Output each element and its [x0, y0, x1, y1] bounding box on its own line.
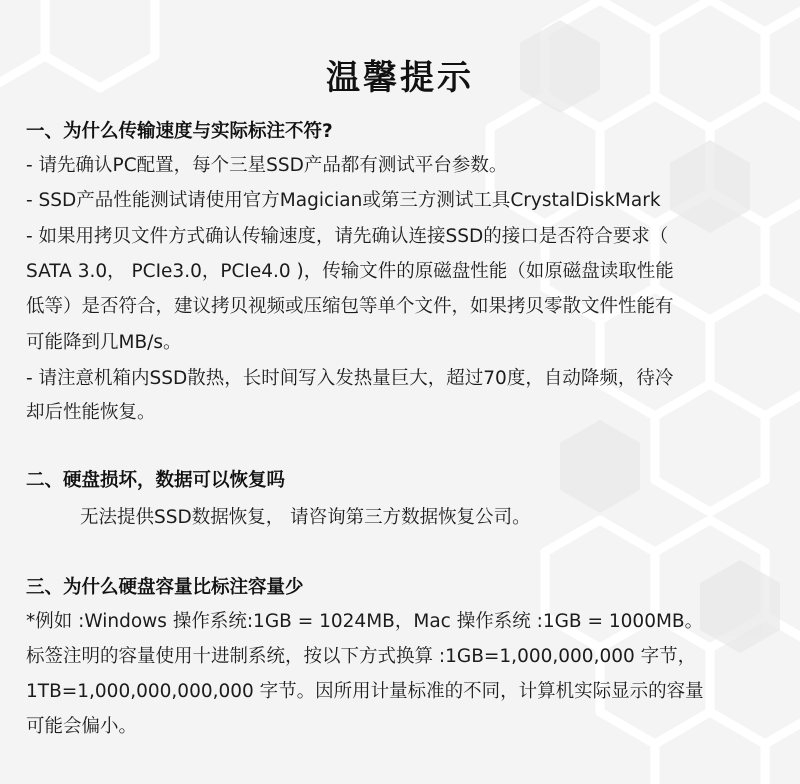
section3-heading: 三、为什么硬盘容量比标注容量少	[26, 577, 304, 598]
section1-line: - 如果用拷贝文件方式确认传输速度，请先确认连接SSD的接口是否符合要求（	[26, 226, 669, 247]
section1-heading: 一、为什么传输速度与实际标注不符?	[26, 121, 333, 142]
section2-heading: 二、硬盘损坏，数据可以恢复吗	[26, 470, 286, 491]
section1-line: - 请先确认PC配置，每个三星SSD产品都有测试平台参数。	[26, 155, 508, 176]
section1-line: 低等）是否符合，建议拷贝视频或压缩包等单个文件，如果拷贝零散文件性能有	[26, 296, 674, 317]
page-title: 温馨提示	[326, 58, 474, 98]
section1-line: SATA 3.0， PCIe3.0，PCIe4.0 )，传输文件的原磁盘性能（如原磁盘读取性能	[26, 261, 674, 282]
section1-line: - 请注意机箱内SSD散热，长时间写入发热量巨大，超过70度，自动降频，待冷	[26, 368, 674, 389]
section3-line: 标签注明的容量使用十进制系统，按以下方式换算 :1GB=1,000,000,000 字节，	[26, 646, 697, 667]
section3-line: 可能会偏小。	[26, 716, 138, 737]
section2-body: 无法提供SSD数据恢复， 请咨询第三方数据恢复公司。	[80, 507, 531, 528]
section1-line: - SSD产品性能测试请使用官方Magician或第三方测试工具CrystalDiskMark	[26, 190, 661, 211]
section3-line: 1TB=1,000,000,000,000 字节。因所用计量标准的不同，计算机实际显示的容量	[26, 681, 704, 702]
section1-line: 可能降到几MB/s。	[26, 332, 182, 353]
section1-line: 却后性能恢复。	[26, 402, 156, 423]
section3-line: *例如 :Windows 操作系统:1GB = 1024MB，Mac 操作系统 :1GB = 1000MB。	[26, 611, 704, 632]
